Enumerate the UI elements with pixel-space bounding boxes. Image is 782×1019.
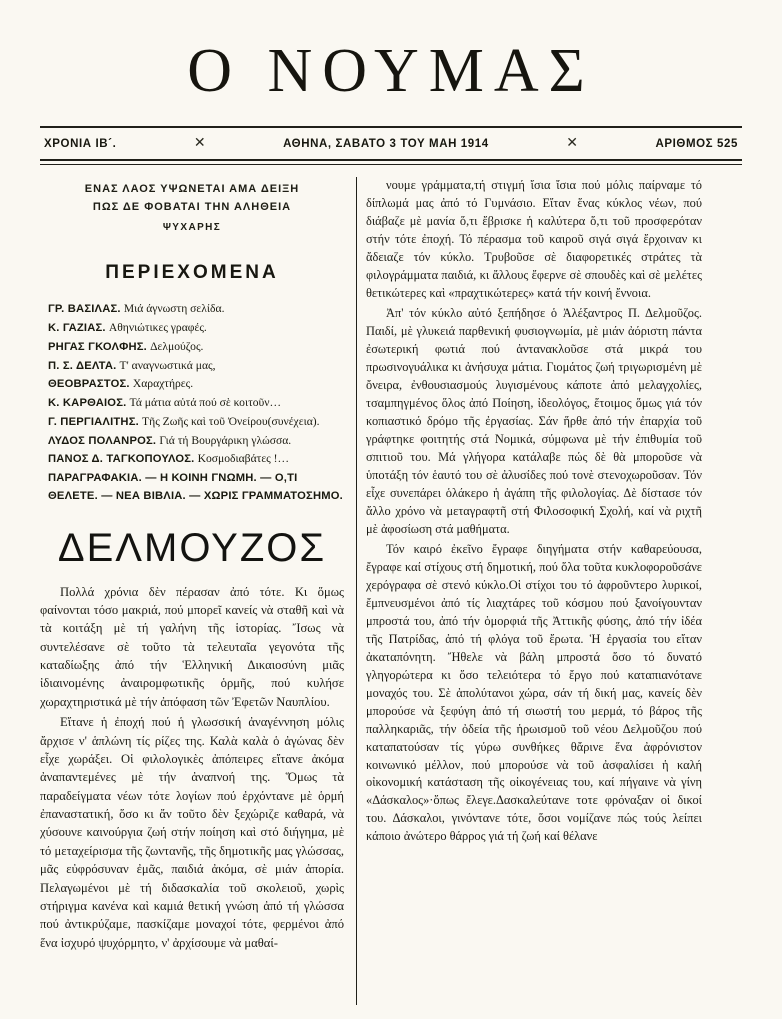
contents-author: ΓΡ. ΒΑΣΙΛΑΣ. — [48, 303, 121, 316]
paragraph: Ἀπ' τόν κύκλο αὐτό ξεπήδησε ὁ Ἀλέξαντρος Π. Δελμοῦζος. Παιδί, μὲ γλυκειά παρθενική φυσιογνωμία, μὲ μιάν ἀόριστη πάντα ἐσωτερική φωτιά πού ἀντανακλοῦσε στά μικρά του πρωσινογυάλικα κι ἀνήσυχα μάτια. Γιομάτος ζωή τριγωρισμένη μὲ ὄνειρα, ἐνθουσιασμούς λυγισμένους κάποτε ἀπό μελαγχολίες, τσαμπηγμένος ὅλος ἀπό Ποίηση, ἰδεολόγος, ἕτοιμος ὅμως γιά τόν κοπιαστικό δρόμο τῆς ἐργασίας. Σάν ἥρθε ἀπό τήν ἐπαρχία τοῦ γράφτηκε φοιτητής στά Νομικά, σύμφωνα μὲ τήν ἐπιθυμία τοῦ σπιτιοῦ του. Μά γλήγορα κατάλαβε πώς δὲ θὰ μποροῦσε νὰ ὑποτάξη τόν ἑαυτό του σὲ ἀλυσίδες πού τονὲ στενοχωροῦσαν. Τόν εἶχε συνεπάρει ὁλάκερο ἡ ἀγάπη τῆς φιλολογίας. Δὲ δίστασε τόν ἄλλο χρόνο νὰ μεταγραφτῆ στή Φιλοσοφική Σχολή, καί νὰ ριχτῆ μὲ ἀφοσίωση στά μαθήματα. — [366, 305, 702, 536]
contents-author: Κ. ΚΑΡΘΑΙΟΣ. — [48, 397, 127, 410]
contents-author: Π. Σ. ΔΕΛΤΑ. — [48, 359, 117, 372]
masthead — [40, 37, 742, 105]
contents-author: ΠΑΡΑΓΡΑΦΑΚΙΑ. — Η ΚΟΙΝΗ ΓΝΩΜΗ. — Ο,ΤΙ ΘΕΛΕΤΕ. — ΝΕΑ ΒΙΒΛΙΑ. — ΧΩΡΙΣ ΓΡΑΜΜΑΤΟΣΗΜΟ. — [48, 472, 343, 503]
list-item[interactable] — [48, 357, 344, 376]
list-item[interactable] — [48, 469, 344, 505]
contents-title-text: Τῆς Ζωῆς καὶ τοῦ Ὀνείρου(συνέχεια). — [142, 414, 320, 428]
article-headline: ΔΕΛΜΟΥΖΟΣ — [57, 525, 327, 570]
paragraph: Εἴτανε ἡ ἐποχή πού ἡ γλωσσική ἀναγέννηση μόλις ἄρχισε ν' ἁπλώνη τίς ρίζες της. Καλὰ καλὰ ὁ ἀγώνας δὲν εἶχε χωράξει. Οἱ φιλολογικὲς ἀπόπειρες εἴτανε ἀκόμα ἀναπαντεμένες μὲ τήν ἀναπνοή της. Ὅμως τὰ παραδείγματα νέων τότε λογίων πού ἐρχόντανε μὲ ὁρμή ἐπαναστατική, ὅσο κι ἄν τοῦτο δὲν ξεχώριζε καθαρά, νὰ χύσουνε καινούργια ζωή στήν ποίηση καὶ στό διήγημα, μὲ τό μεταχείρισμα τῆς ζωντανῆς, τῆς δημοτικῆς μας γλώσσας, μᾶς εὐφρόσυναν ἐμᾶς, παιδιά ἀκόμα, σὲ μιάν ἀπορία. Πελαγωμένοι μὲ τή διδασκαλία τοῦ σκολειοῦ, χωρὶς στήριγμα κανένα καὶ καμιά θετική γνώση ἀπό τή γλώσσα πού ἀντικρύζαμε, πασκίζαμε μοναχοί τότε, φερμένοι ἀπό ἕνα ἰσχυρό ψυχόρμητο, ν' ἀρχίσουμε νὰ μαθαί- — [40, 715, 344, 950]
issue-number: ΑΡΙΘΜΟΣ 525 — [655, 137, 738, 150]
ornament-right-icon: ✕ — [566, 136, 578, 151]
motto-line-2: ΠΩΣ ΔΕ ΦΟΒΑΤΑΙ ΤΗΝ ΑΛΗΘΕΙΑ — [92, 200, 292, 213]
contents-title-text: Τά μάτια αὐτά πού σὲ κοιτοῦν… — [129, 396, 282, 410]
paragraph: Τόν καιρό ἐκεῖνο ἔγραφε διηγήματα στήν καθαρεύουσα, ἔγραφε καί στίχους στή δημοτική, πού ὅλα τοῦτα κυκλοφοροῦσάνε χερόγραφα σὲ στενό κύκλο.Οἱ στίχοι του τό ἀφροῦντερο λυρικοί, ἔμπνευσμένοι ἀπό τίς λιαχτάρες τοῦ κόσμου πού ξανοίγουνταν μπροστά του, ἀπό τήν ὁμορφιά τῆς Ἀττικῆς φύσης, ἀπό τήν ἰδέα τῆς Πατρίδας, ἀπό τή φλόγα τοῦ ἔρωτα. Ἡ ἐργασία του εἴταν ἀκαταπόνητη. Ἤθελε νὰ βάλη μπροστά ὅσο τό δυνατό γληγορώτερα κι ὅσο τελειότερα τό ἔργο πού καταπιανότανε μοναχός του. Σὲ ἀπολύτανοι χώρα, σάν τή δική μας, κανείς δὲν μπορούσε νὰ ξεφύγη ἀπό τή σιωστή του μερμά, τό βάρος τῆς παλληκαριᾶς, τήν ὀδεία τῆς ἡρωισμοῦ τοῦ νέου Δελμοῦζου πού καταπατούσαν τίς γύρω συνθήκες θἄρινε ἕνα ἀφρόνιστον κοινωνικό μέλλον, πού μπορούσε νὰ τοῦ ἀσφαλίσει ἡ καλή οἰκονομική κατάσταση τῆς οἰκογένειας του, καί πήγαινε νὰ γίνη «Δάσκαλος»·ὅπως ἔλεγε.Δασκαλεύτανε τοτε φρόναξαν οἱ δικοί του. Δάσκαλοι, γινόντανε τότε, ὅσοι νομίζανε πώς τούς λείπει κάποιο ἀνώτερο θάρρος γιά τή ζωή καί θέλανε — [366, 541, 702, 844]
contents-title-text: Μιά άγνωστη σελίδα. — [123, 302, 225, 316]
list-item[interactable] — [48, 319, 344, 338]
contents-title-text: Δελμούζος. — [150, 339, 204, 353]
contents-title-text: Γιά τή Βουργάρικη γλώσσα. — [159, 433, 292, 447]
contents-author: Κ. ΓΑΖΙΑΣ. — [48, 321, 106, 334]
list-item[interactable] — [48, 413, 344, 432]
contents-title-text: Τ' αναγνωστικά μας, — [119, 358, 216, 372]
contents-title-text: Κοσμοδιαβάτες !… — [197, 452, 290, 466]
article-body-left — [40, 583, 344, 953]
ornament-left-icon: ✕ — [193, 136, 206, 151]
columns-container — [40, 177, 742, 1005]
contents-title-text: Χαραχτήρες. — [132, 377, 194, 391]
list-item[interactable] — [48, 450, 344, 469]
issue-bar — [40, 128, 742, 159]
contents-author: ΘΕΟΒΡΑΣΤΟΣ. — [48, 378, 130, 391]
contents-author: ΠΑΝΟΣ Δ. ΤΑΓΚΟΠΟΥΛΟΣ. — [48, 453, 195, 466]
paragraph: Πολλά χρόνια δὲν πέρασαν ἀπό τότε. Κι ὅμως φαίνονται τόσο μακριά, πού μπορεῖ κανείς νὰ σταθῆ καὶ νὰ τὰ κοιτάξη μὲ τή γαλήνη τῆς ἱστορίας. Ἴσως νὰ συντελέσανε σὲ τοῦτο τὰ τελευταῖα γεγονότα τῆς καταδίωξης ἀπό τήν Ἑλληνική Δικαιοσύνη μιᾶς ἰδιαινομένης ἀναιρομφωτικῆς ὁρμῆς, πού κυλήσε χωραχτηριστικά μὲ τήν ἀπόφαση τῶν Ἐφετῶν Ναυπλίου. — [40, 584, 344, 709]
right-column — [366, 177, 702, 1005]
contents-author: ΡΗΓΑΣ ΓΚΟΛΦΗΣ. — [48, 340, 147, 353]
issue-date: ΑΘΗΝΑ, ΣΑΒΑΤΟ 3 ΤΟΥ ΜΑΗ 1914 — [283, 137, 489, 150]
contents-list — [40, 300, 344, 505]
paragraph: νουμε γράμματα,τή στιγμή ἴσια ἴσια πού μόλις παίρναμε τό δίπλωμά μας ἀπό τό Γυμνάσιο. Εἴταν ἕνας κύκλος νέων, πού διάβαζε μὲ μανία ὅ,τι ἔβρισκε ἡ καλύτερα ὅ,τι τοῦ προσφερόταν στήν τότε ἐποχή. Τό πέρασμα τοῦ καιροῦ σιγά σιγά ἔρχοιναν κι ἄδειαζε τόν κύκλο. Τρυβοῦσε σὲ διαφορετικές στράτες τὰ φιλογράμματα παιδιά, κι ἄλλους ἔφερνε σὲ σπουδὲς καὶ σὲ μελέτες θετικώτερες καὶ «πραχτικώτερες» κατά τήν κοινή ἔννοια. — [366, 178, 702, 300]
issue-volume: ΧΡΟΝΙΑ ΙΒ´. — [44, 137, 117, 150]
list-item[interactable] — [48, 300, 344, 319]
motto-author: ΨΥΧΑΡΗΣ — [162, 222, 222, 234]
left-column — [40, 177, 356, 1005]
contents-author: Γ. ΠΕΡΓΙΑΛΙΤΗΣ. — [48, 415, 139, 428]
contents-title-text: Αθηνιώτικες γραφές. — [108, 320, 207, 334]
column-divider — [356, 177, 357, 1005]
list-item[interactable] — [48, 375, 344, 394]
issue-rule — [40, 159, 742, 165]
list-item[interactable] — [48, 432, 344, 451]
masthead-title: Ο ΝΟΥΜΑΣ — [187, 37, 595, 105]
list-item[interactable] — [48, 394, 344, 413]
contents-author: ΛΥΔΟΣ ΠΟΛΑΝΡΟΣ. — [48, 434, 157, 447]
list-item[interactable] — [48, 338, 344, 357]
motto-line-1: ΕΝΑΣ ΛΑΟΣ ΥΨΩΝΕΤΑΙ ΑΜΑ ΔΕΙΞΗ — [84, 183, 300, 195]
motto — [40, 181, 344, 236]
article-body-right — [366, 177, 702, 846]
contents-title: ΠΕΡΙΕΧΟΜΕΝΑ — [105, 262, 279, 284]
